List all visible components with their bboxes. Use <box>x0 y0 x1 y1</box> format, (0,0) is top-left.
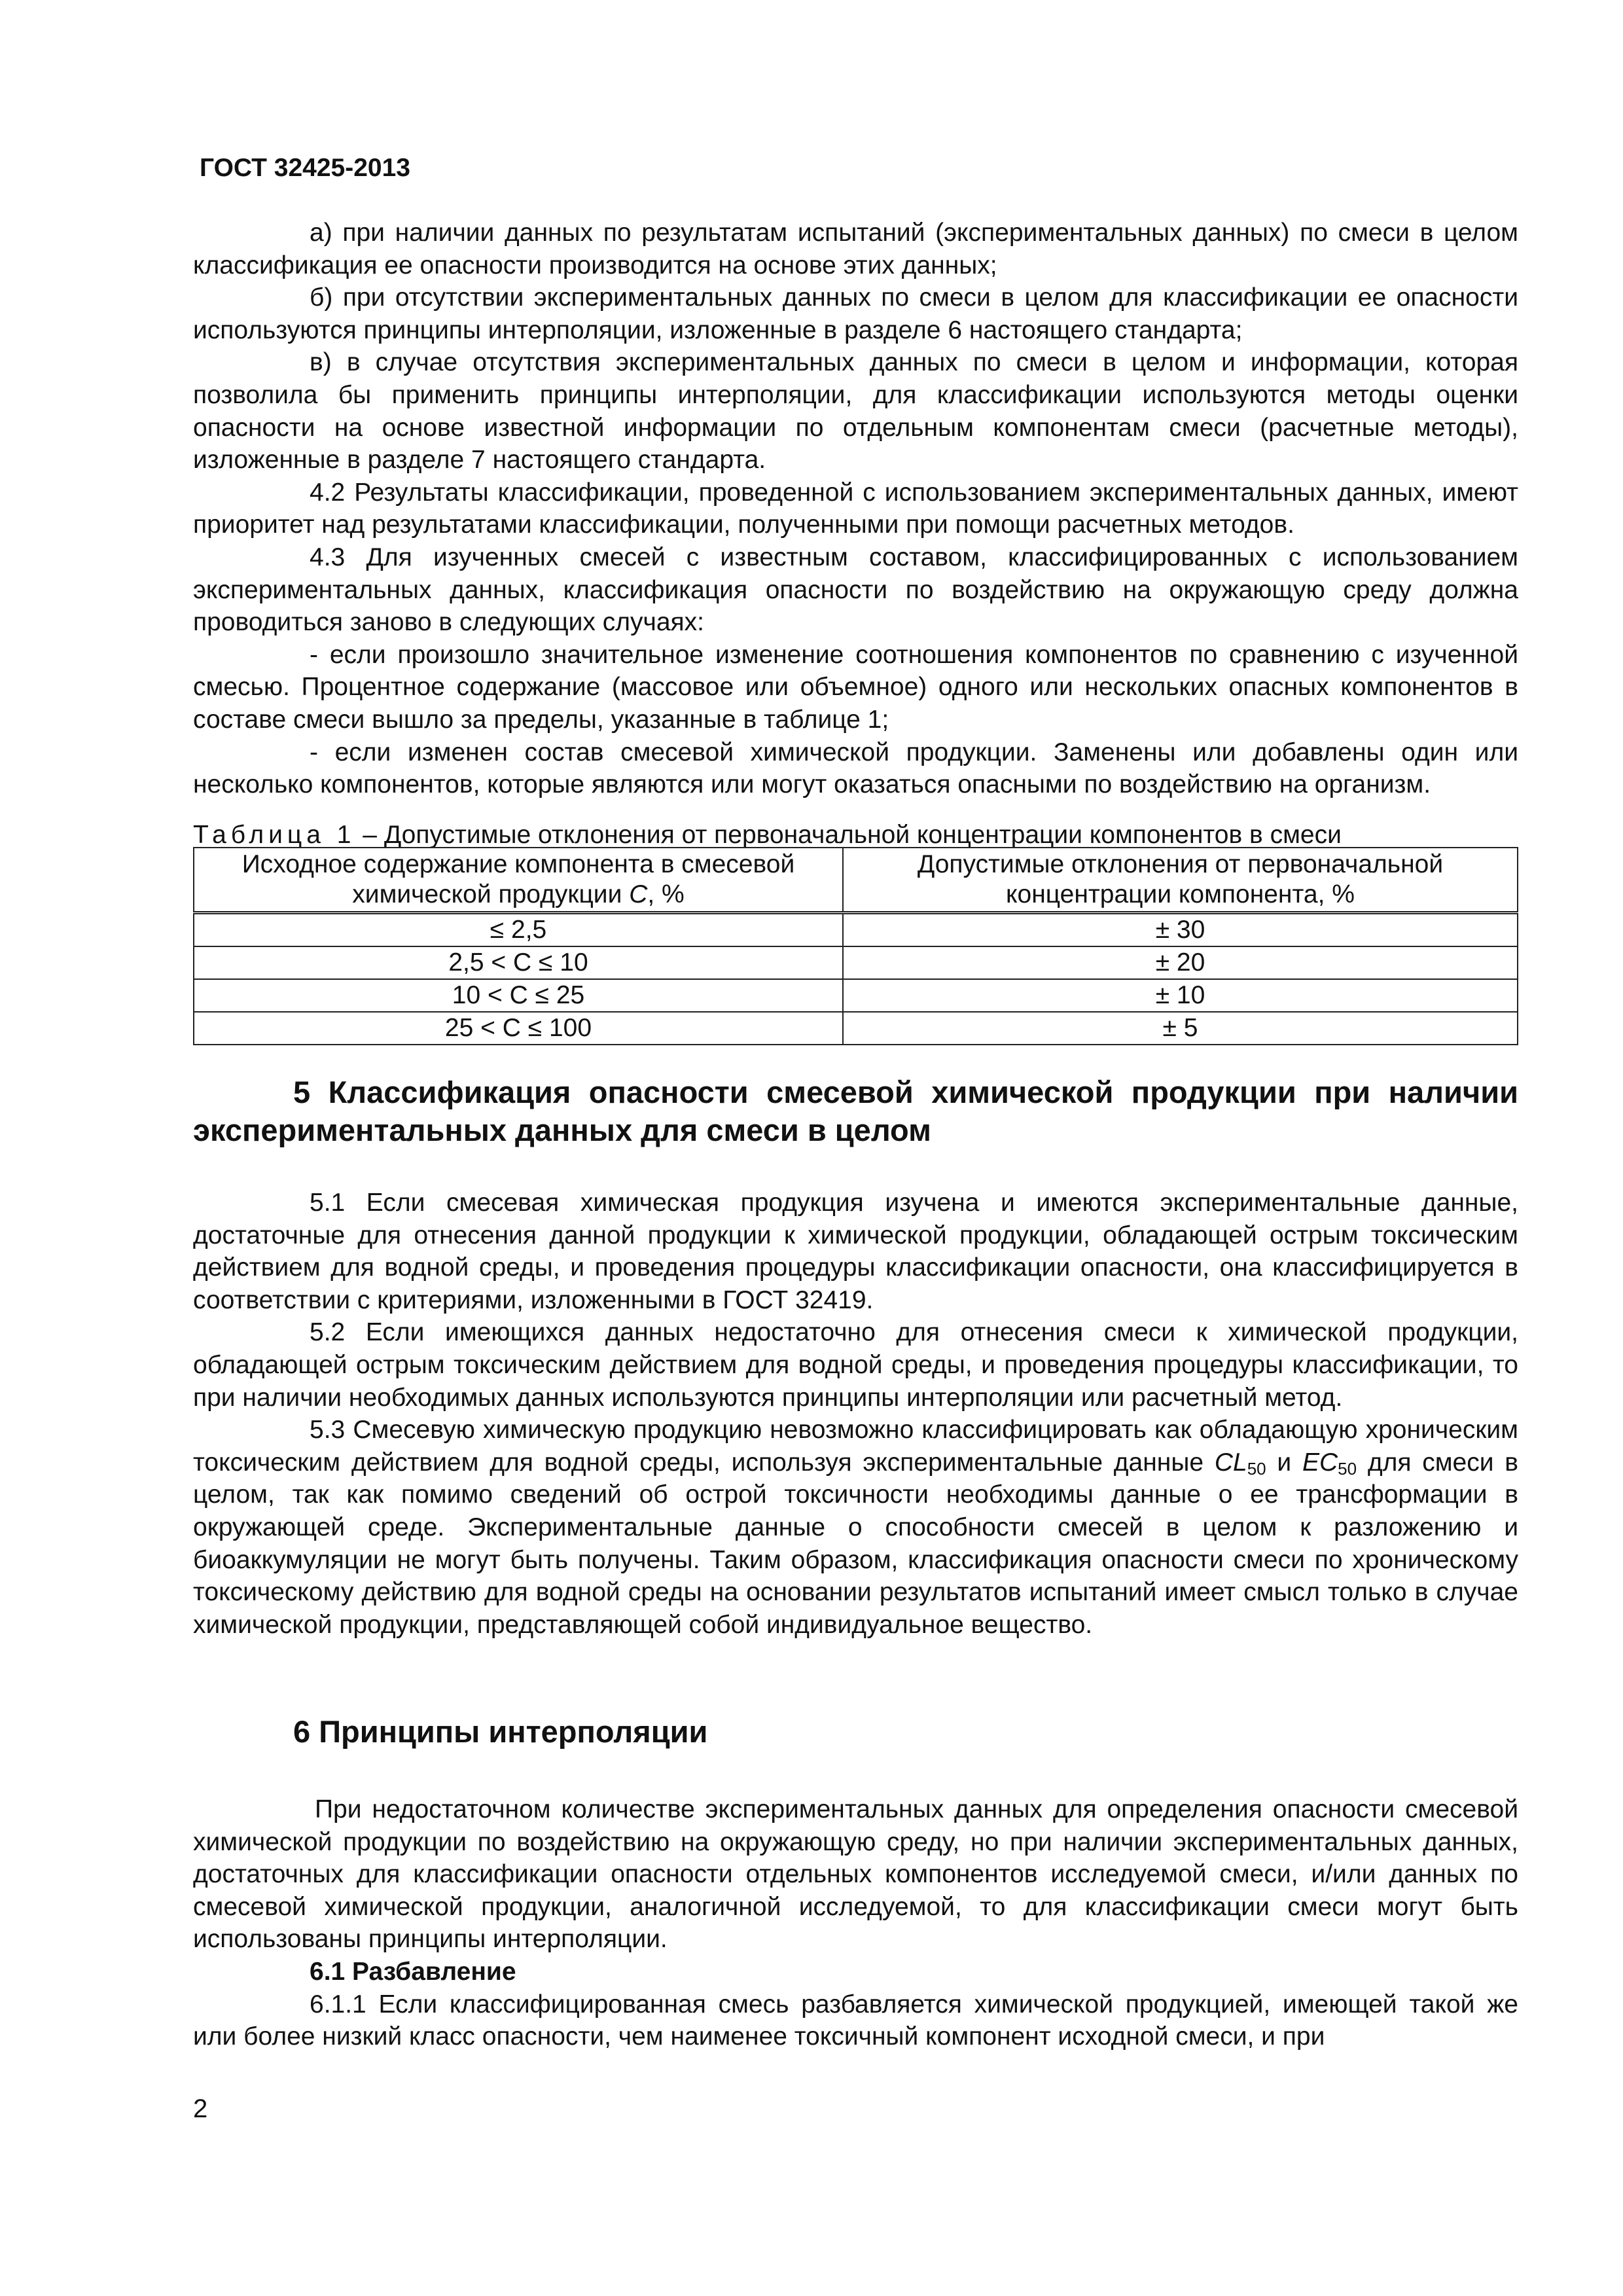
section6-heading: 6 Принципы интерполяции <box>293 1714 708 1749</box>
table-row <box>194 946 1518 979</box>
table-row <box>194 913 1518 947</box>
table-header-cell <box>194 848 843 913</box>
paragraph: 4.3 Для изученных смесей с известным составом, классифицированных с использованием экспериментальных данных, классификация опасности по воздействию на окружающую среду должна проводиться заново в следующих случаях: <box>193 543 1518 637</box>
header-unit: , % <box>647 880 685 908</box>
table-row <box>194 1012 1518 1045</box>
text-run: для смеси в целом, так как помимо сведений об острой токсичности необходимы данные о ее трансформации в окружающей среде. Экспериментальные данные о способности смесей в целом к разложению и биоаккумуляции не могут быть получены. Таким образом, классификация опасности смеси по хроническому токсическому действию для водной среды на основании результатов испытаний имеет смысл только в случае химической продукции, представляющей собой индивидуальное вещество. <box>193 1448 1518 1639</box>
section5-heading: 5 Классификация опасности смесевой химической продукции при наличии экспериментальных данных для смеси в целом <box>193 1075 1518 1147</box>
paragraph: При недостаточном количестве экспериментальных данных для определения опасности смесевой химической продукции по воздействию на окружающую среду, но при наличии экспериментальных данных, достаточных для классификации опасности отдельных компонентов исследуемой смеси, и/или данных по смесевой химической продукции, аналогичной исследуемой, то для классификации смеси могут быть использованы принципы интерполяции. <box>193 1795 1518 1954</box>
subscript: 50 <box>1338 1458 1357 1479</box>
paragraph: 5.2 Если имеющихся данных недостаточно для отнесения смеси к химической продукции, обладающей острым токсическим действием для водной среды, и проведения процедуры классификации, то при наличии необходимых данных используются принципы интерполяции или расчетный метод. <box>193 1318 1518 1412</box>
section4-text <box>193 217 1518 801</box>
table-cell: ≤ 2,5 <box>194 913 843 947</box>
header-text: Исходное содержание компонента в смесевой химической продукции <box>241 850 795 908</box>
table-cell: ± 10 <box>843 979 1518 1012</box>
paragraph: в) в случае отсутствия экспериментальных данных по смеси в целом и информации, которая позволила бы применить принципы интерполяции, для классификации используются методы оценки опасности на основе известной информации по отдельным компонентам смеси (расчетные методы), изложенные в разделе 7 настоящего стандарта. <box>193 348 1518 475</box>
table-cell: ± 20 <box>843 946 1518 979</box>
section5-text <box>193 1187 1518 1641</box>
subscript: 50 <box>1247 1458 1266 1479</box>
paragraph: 4.2 Результаты классификации, проведенной с использованием экспериментальных данных, имеют приоритет над результатами классификации, полученными при помощи расчетных методов. <box>193 478 1518 539</box>
section6-text <box>193 1793 1518 2053</box>
paragraph: а) при наличии данных по результатам испытаний (экспериментальных данных) по смеси в целом классификация ее опасности производится на основе этих данных; <box>193 219 1518 279</box>
page-number: 2 <box>193 2094 208 2123</box>
paragraph: 6.1.1 Если классифицированная смесь разбавляется химической продукцией, имеющей такой же или более низкий класс опасности, чем наименее токсичный компонент исходной смеси, и при <box>193 1990 1518 2051</box>
text-run: 5.3 Смесевую химическую продукцию невозможно классифицировать как обладающую хроническим токсическим действием для водной среды, используя экспериментальные данные <box>193 1416 1518 1477</box>
table-cell: ± 30 <box>843 913 1518 947</box>
table-caption-text: – Допустимые отклонения от первоначальной концентрации компонентов в смеси <box>355 821 1342 849</box>
paragraph: 5.1 Если смесевая химическая продукция изучена и имеются экспериментальные данные, достаточные для отнесения данной продукции к химической продукции, обладающей острым токсическим действием для водной среды, и проведения процедуры классификации опасности, она классифицируется в соответствии с критериями, изложенными в ГОСТ 32419. <box>193 1189 1518 1314</box>
document-header: ГОСТ 32425-2013 <box>200 154 410 182</box>
table-header-row <box>194 848 1518 913</box>
subsection-heading: 6.1 Разбавление <box>310 1957 516 1986</box>
ec-symbol: EC <box>1302 1448 1338 1477</box>
deviation-table <box>193 847 1518 1045</box>
paragraph: б) при отсутствии экспериментальных данных по смеси в целом для классификации ее опасности используются принципы интерполяции, изложенные в разделе 6 настоящего стандарта; <box>193 283 1518 344</box>
table-caption <box>193 819 1522 851</box>
paragraph: - если изменен состав смесевой химической продукции. Заменены или добавлены один или несколько компонентов, которые являются или могут оказаться опасными по воздействию на организм. <box>193 738 1518 799</box>
table-cell: ± 5 <box>843 1012 1518 1045</box>
paragraph <box>193 1414 1518 1641</box>
table-cell: 25 < C ≤ 100 <box>194 1012 843 1045</box>
table-header-cell: Допустимые отклонения от первоначальной концентрации компонента, % <box>843 848 1518 913</box>
text-run: и <box>1266 1448 1302 1477</box>
table-cell: 10 < C ≤ 25 <box>194 979 843 1012</box>
table-cell: 2,5 < C ≤ 10 <box>194 946 843 979</box>
header-variable: С <box>629 880 648 908</box>
table-caption-label: Таблица 1 <box>193 821 356 849</box>
paragraph: - если произошло значительное изменение соотношения компонентов по сравнению с изученной смесью. Процентное содержание (массовое или объемное) одного или нескольких опасных компонентов в составе смеси вышло за пределы, указанные в таблице 1; <box>193 640 1518 734</box>
table-row <box>194 979 1518 1012</box>
cl-symbol: CL <box>1214 1448 1247 1477</box>
